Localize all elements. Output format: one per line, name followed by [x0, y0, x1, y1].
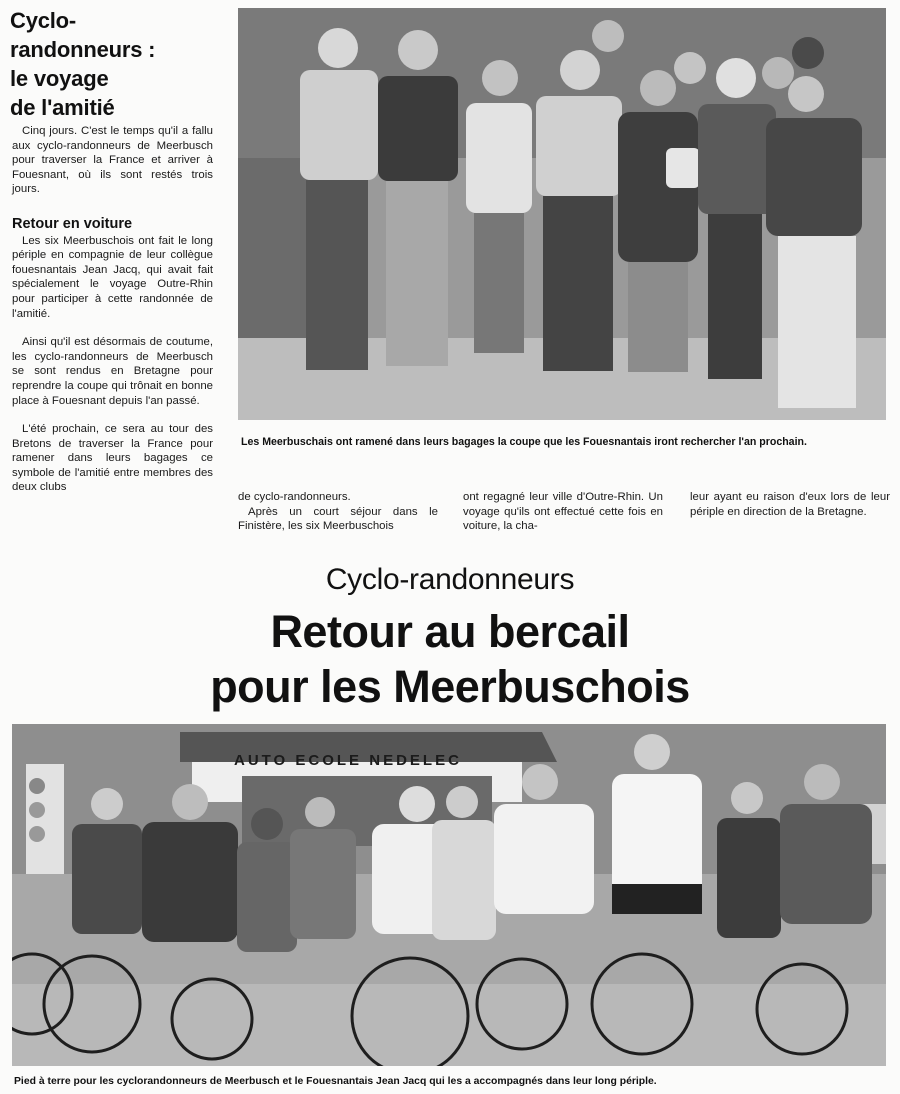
auto-ecole-sign: AUTO ECOLE NEDELEC — [234, 752, 462, 769]
title-line-1: Retour au bercail — [270, 606, 630, 657]
column-text: ont regagné leur ville d'Outre-Rhin. Un voyage qu'ils ont effectué cette fois en voiture, la cha- — [463, 491, 663, 533]
continued-column-2 — [463, 490, 663, 534]
group-photo-cyclists — [12, 724, 886, 1066]
column-text: Après un court séjour dans le Finistère, les six Meerbuschois — [238, 505, 438, 533]
kicker-cyclo-randonneurs: Cyclo-randonneurs — [325, 563, 575, 596]
top-photo-caption: Les Meerbuschais ont ramené dans leurs bagages la coupe que les Fouesnantais iront rechercher l'an prochain. — [241, 436, 807, 448]
bottom-photo-caption: Pied à terre pour les cyclorandonneurs de Meerbusch et le Fouesnantais Jean Jacq qui les a accompagnés dans leur long périple. — [14, 1076, 657, 1087]
photo-illustration — [12, 724, 886, 1066]
continued-column-1 — [238, 490, 438, 534]
title-line-2: pour les Meerbuschois — [210, 661, 690, 712]
headline-line: Cyclo- — [10, 8, 77, 33]
left-column-body — [12, 124, 213, 495]
body-paragraph: Ainsi qu'il est désormais de coutume, les cyclo-randonneurs de Meerbusch se sont rendus en Bretagne pour reprendre la coupe qui trônait en bonne place à Fouesnant depuis l'an passé. — [12, 336, 213, 407]
headline-voyage-amitie — [10, 6, 230, 122]
body-paragraph: L'été prochain, ce sera au tour des Bretons de traverser la France pour ramener dans leurs bagages ce symbole de l'amitié entre membres des deux clubs — [12, 423, 213, 494]
continued-column-3 — [690, 490, 890, 519]
column-text: de cyclo-randonneurs. — [238, 491, 351, 503]
group-photo-trophy — [238, 8, 886, 420]
subhead-retour-en-voiture: Retour en voiture — [12, 215, 133, 232]
body-paragraph: Les six Meerbuschois ont fait le long périple en compagnie de leur collègue fouesnantais Jean Jacq, qui avait fait spécialement le voyage Outre-Rhin pour participer à cette randonnée de l'amitié. — [12, 234, 213, 320]
headline-line: de l'amitié — [10, 95, 115, 120]
headline-line: le voyage — [10, 66, 109, 91]
column-text: leur ayant eu raison d'eux lors de leur périple en direction de la Bretagne. — [690, 491, 890, 518]
photo-illustration — [238, 8, 886, 420]
headline-line: randonneurs : — [10, 37, 156, 62]
intro-paragraph: Cinq jours. C'est le temps qu'il a fallu aux cyclo-randonneurs de Meerbusch pour traverser la France et arriver à Fouesnant, où ils sont restés trois jours. — [12, 125, 213, 196]
